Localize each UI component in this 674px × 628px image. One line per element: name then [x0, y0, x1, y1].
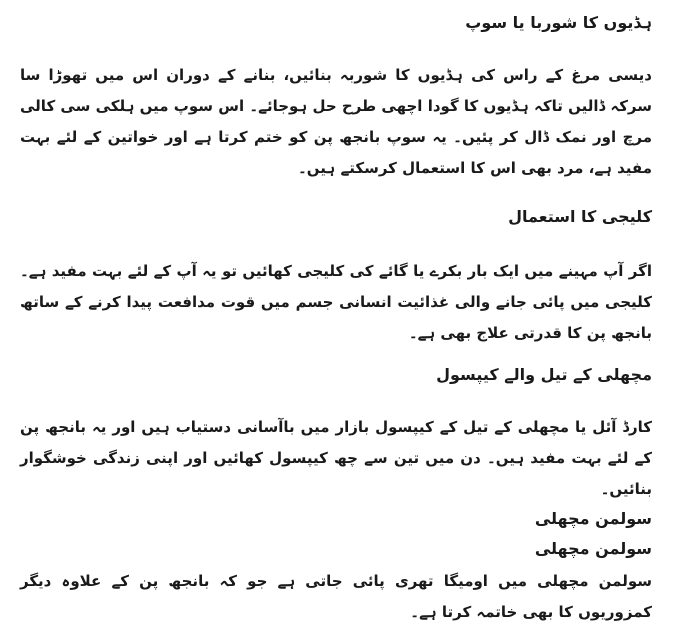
section-subheading-salmon: سولمن مچھلی	[534, 539, 652, 558]
section-heading-liver: کلیجی کا استعمال	[508, 207, 652, 226]
section-paragraph-salmon: سولمن مچھلی میں اومیگا تھری پائی جاتی ہے جو کہ بانجھ پن کے علاوہ دیگر کمزوریوں کا بھی خاتمہ کرتا ہے۔	[20, 572, 652, 621]
section-paragraph-fish-oil: کارڈ آئل یا مچھلی کے تیل کے کیپسول بازار میں باآسانی دستیاب ہیں اور یہ بانجھ پن کے لئے بہت مفید ہیں۔ دن میں تین سے چھ کیپسول کھائیں اور اپنی زندگی خوشگوار بنائیں۔	[20, 418, 652, 498]
section-heading-salmon: سولمن مچھلی	[534, 509, 652, 528]
section-heading-fish-oil: مچھلی کے تیل والے کیپسول	[436, 365, 652, 384]
section-heading-bone-broth: ہڈیوں کا شوربا یا سوپ	[465, 13, 652, 32]
section-paragraph-liver: اگر آپ مہینے میں ایک بار بکرے یا گائے کی کلیجی کھائیں تو یہ آپ کے لئے بہت مفید ہے۔ کلیجی میں پائی جانے والی غذائیت انسانی جسم میں قوت مدافعت پیدا کرنے کے ساتھ بانجھ پن کا قدرتی علاج بھی ہے۔	[20, 262, 652, 342]
section-paragraph-bone-broth: دیسی مرغ کے راس کی ہڈیوں کا شوربہ بنائیں، بنانے کے دوران اس میں تھوڑا سا سرکہ ڈالیں تاکہ ہڈیوں کا گودا اچھی طرح حل ہوجائے۔ اس سوپ میں ہلکی سی کالی مرچ اور نمک ڈال کر پئیں۔ یہ سوپ بانجھ پن کو ختم کرتا ہے اور خواتین کے لئے بہت مفید ہے، مرد بھی اس کا استعمال کرسکتے ہیں۔	[20, 66, 652, 177]
